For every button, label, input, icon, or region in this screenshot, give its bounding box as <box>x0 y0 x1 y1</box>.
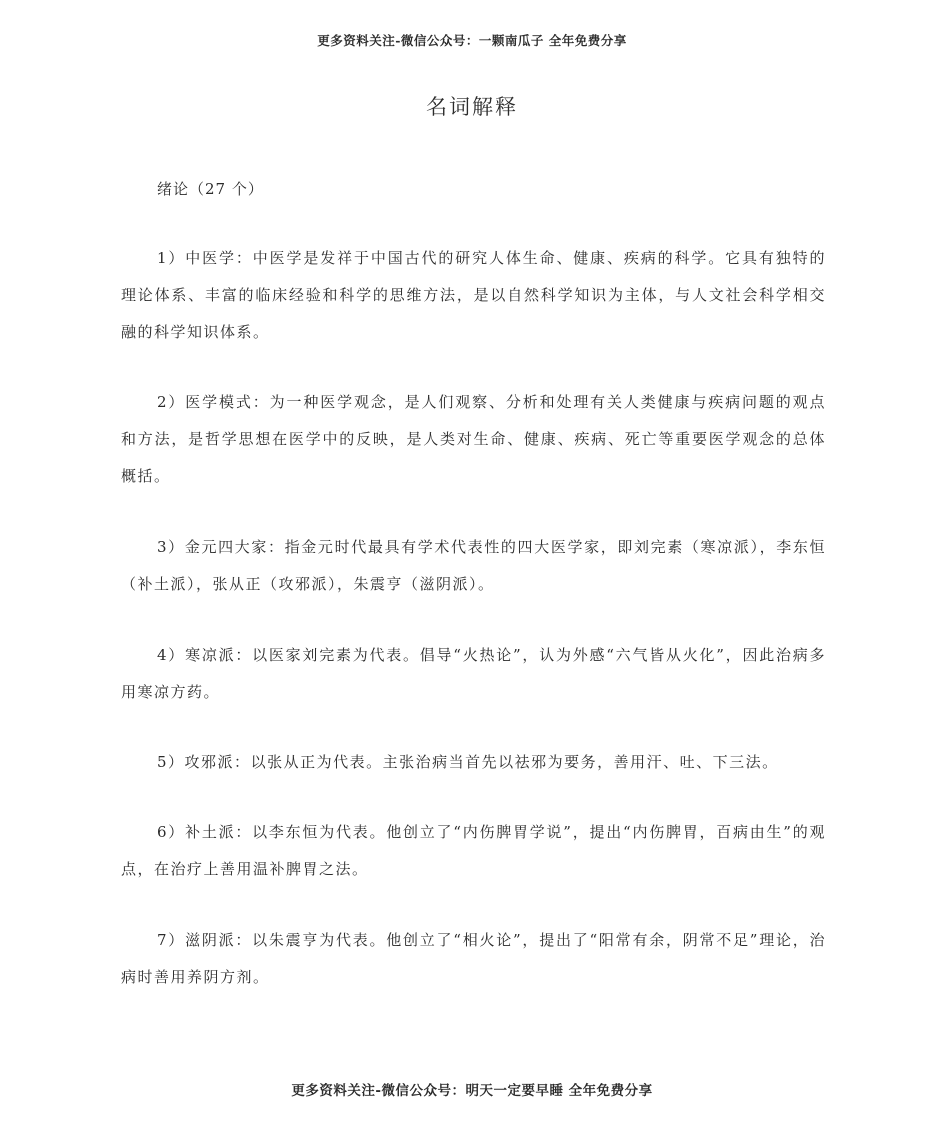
entry-number: 6） <box>157 823 186 841</box>
entry-term: 医学模式： <box>185 393 270 411</box>
entry-term: 寒凉派： <box>185 646 253 664</box>
entry-hanliang-pai <box>121 637 826 711</box>
entry-text: 以张从正为代表。主张治病当首先以祛邪为要务，善用汗、吐、下三法。 <box>250 753 779 771</box>
entry-yixue-moshi <box>121 384 826 495</box>
entry-zhongyixue <box>121 240 826 351</box>
entry-text: 以医家刘完素为代表。倡导“火热论”，认为外感“六气皆从火化”，因此治病多用寒凉方药。 <box>121 646 826 701</box>
page-title: 名词解释 <box>426 95 518 119</box>
entry-butu-pai <box>121 814 826 888</box>
entry-text: 为一种医学观念，是人们观察、分析和处理有关人类健康与疾病问题的观点和方法，是哲学思想在医学中的反映，是人类对生命、健康、疾病、死亡等重要医学观念的总体概括。 <box>121 393 826 485</box>
entry-number: 7） <box>157 931 186 949</box>
entry-gongxie-pai <box>121 744 826 781</box>
entry-text: 指金元时代最具有学术代表性的四大医学家，即刘完素（寒凉派），李东恒（补土派），张从正（攻邪派），朱震亨（滋阴派）。 <box>121 538 826 593</box>
entry-term: 滋阴派： <box>185 931 253 949</box>
entry-text: 以朱震亨为代表。他创立了“相火论”，提出了“阳常有余，阴常不足”理论，治病时善用养阴方剂。 <box>121 931 826 986</box>
header-note: 更多资料关注-微信公众号：一颗南瓜子 全年免费分享 <box>317 33 627 48</box>
entry-term: 补土派： <box>185 823 253 841</box>
entry-ziyin-pai <box>121 922 826 996</box>
entry-text: 以李东恒为代表。他创立了“内伤脾胃学说”，提出“内伤脾胃，百病由生”的观点，在治疗上善用温补脾胃之法。 <box>121 823 826 878</box>
entry-number: 4） <box>157 646 186 664</box>
entry-number: 5） <box>157 753 185 771</box>
entry-term: 中医学： <box>185 249 253 267</box>
section-heading: 绪论（27 个） <box>157 180 264 198</box>
entry-term: 攻邪派： <box>184 753 251 771</box>
entry-term: 金元四大家： <box>184 538 285 556</box>
entry-jinyuan-sidajia <box>121 529 826 603</box>
entry-number: 3） <box>157 538 185 556</box>
footer-note: 更多资料关注-微信公众号：明天一定要早睡 全年免费分享 <box>291 1083 653 1099</box>
entry-number: 2） <box>157 393 186 411</box>
entry-number: 1） <box>157 249 186 267</box>
entry-text: 中医学是发祥于中国古代的研究人体生命、健康、疾病的科学。它具有独特的理论体系、丰富的临床经验和科学的思维方法，是以自然科学知识为主体，与人文社会科学相交融的科学知识体系。 <box>121 249 826 341</box>
